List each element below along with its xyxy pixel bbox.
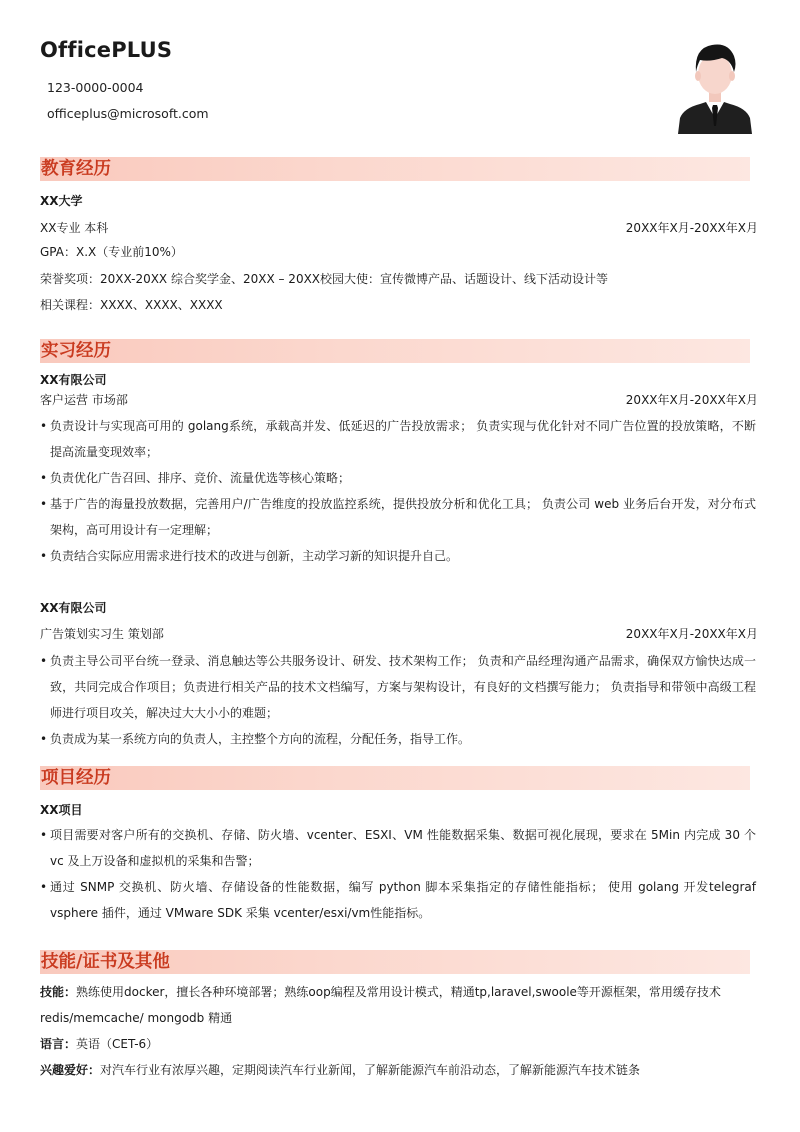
list-item: [40, 726, 756, 752]
hobby-label: 兴趣爱好：: [40, 1063, 101, 1077]
bullet-dot-icon: •: [40, 828, 48, 842]
language-row: [40, 1031, 756, 1057]
list-item: [40, 648, 756, 726]
list-item: [40, 465, 756, 491]
list-item: [40, 543, 756, 569]
skills-row: [40, 979, 756, 1031]
bullet-dot-icon: •: [40, 880, 48, 894]
list-item-text: 通过 SNMP 交换机、防火墙、存储设备的性能数据，编写 python 脚本采集指定的存储性能指标； 使用 golang 开发telegraf vsphere 插件，通过 VMware SDK 采集 vcenter/esxi/vm性能指标。: [50, 880, 756, 920]
candidate-name: OfficePLUS: [40, 38, 173, 62]
internship-dates: 20XX年X月-20XX年X月: [625, 393, 758, 407]
skills-text: 熟练使用docker，擅长各种环境部署；熟练oop编程及常用设计模式，精通tp,laravel,swoole等开源框架，常用缓存技术redis/memcache/ mongodb 精通: [40, 985, 721, 1025]
internship-role: 客户运营 市场部: [40, 393, 128, 407]
education-dates: 20XX年X月-20XX年X月: [625, 221, 758, 235]
education-section-title: 教育经历: [41, 159, 111, 179]
education-major: XX专业 本科: [40, 221, 109, 235]
education-school: XX大学: [40, 194, 83, 208]
email-address: officeplus@microsoft.com: [47, 106, 209, 121]
education-courses: 相关课程：XXXX、XXXX、XXXX: [40, 298, 223, 312]
list-item-text: 负责成为某一系统方向的负责人，主控整个方向的流程，分配任务，指导工作。: [50, 732, 471, 746]
language-label: 语言：: [40, 1037, 77, 1051]
list-item-text: 负责结合实际应用需求进行技术的改进与创新，主动学习新的知识提升自己。: [50, 549, 459, 563]
project-name: XX项目: [40, 803, 83, 817]
hobby-row: [40, 1057, 756, 1083]
list-item-text: 负责优化广告召回、排序、竞价、流量优选等核心策略；: [50, 471, 351, 485]
education-honors: 荣誉奖项：20XX-20XX 综合奖学金、20XX – 20XX校园大使：宣传微博产品、话题设计、线下活动设计等: [40, 272, 609, 286]
list-item-text: 负责主导公司平台统一登录、消息触达等公共服务设计、研发、技术架构工作； 负责和产品经理沟通产品需求，确保双方愉快达成一致，共同完成合作项目；负责进行相关产品的技术文档编写，方案与架构设计，有良好的文档撰写能力； 负责指导和带领中高级工程师进行项目攻关，解决过大大小小的难题；: [50, 654, 756, 720]
bullet-dot-icon: •: [40, 419, 48, 433]
list-item: [40, 822, 756, 874]
list-item: [40, 874, 756, 926]
list-item-text: 负责设计与实现高可用的 golang系统，承载高并发、低延迟的广告投放需求； 负责实现与优化针对不同广告位置的投放策略，不断提高流量变现效率；: [50, 419, 756, 459]
list-item-text: 项目需要对客户所有的交换机、存储、防火墙、vcenter、ESXI、VM 性能数据采集、数据可视化展现，要求在 5Min 内完成 30 个 vc 及上万设备和虚拟机的采集和告警；: [50, 828, 756, 868]
project-section-bar: [40, 766, 750, 790]
bullet-dot-icon: •: [40, 654, 48, 668]
education-section-bar: [40, 157, 750, 181]
internship-section-bar: [40, 339, 750, 363]
skills-section-title: 技能/证书及其他: [41, 952, 170, 972]
internship-role: 广告策划实习生 策划部: [40, 627, 164, 641]
bullet-dot-icon: •: [40, 471, 48, 485]
bullet-dot-icon: •: [40, 732, 48, 746]
list-item: [40, 413, 756, 465]
list-item: [40, 491, 756, 543]
language-text: 英语（CET-6）: [76, 1037, 159, 1051]
project-section-title: 项目经历: [41, 768, 111, 788]
person-avatar-icon: [676, 38, 754, 134]
hobby-text: 对汽车行业有浓厚兴趣，定期阅读汽车行业新闻，了解新能源汽车前沿动态，了解新能源汽车技术链条: [100, 1063, 641, 1077]
internship-company: XX有限公司: [40, 601, 107, 615]
education-gpa: GPA：X.X（专业前10%）: [40, 245, 183, 259]
internship-section-title: 实习经历: [41, 341, 111, 361]
phone-number: 123-0000-0004: [47, 80, 144, 95]
internship-dates: 20XX年X月-20XX年X月: [625, 627, 758, 641]
list-item-text: 基于广告的海量投放数据，完善用户/广告维度的投放监控系统，提供投放分析和优化工具； 负责公司 web 业务后台开发，对分布式架构，高可用设计有一定理解；: [50, 497, 756, 537]
bullet-dot-icon: •: [40, 549, 48, 563]
bullet-dot-icon: •: [40, 497, 48, 511]
skills-label: 技能：: [40, 985, 77, 999]
internship-company: XX有限公司: [40, 373, 107, 387]
